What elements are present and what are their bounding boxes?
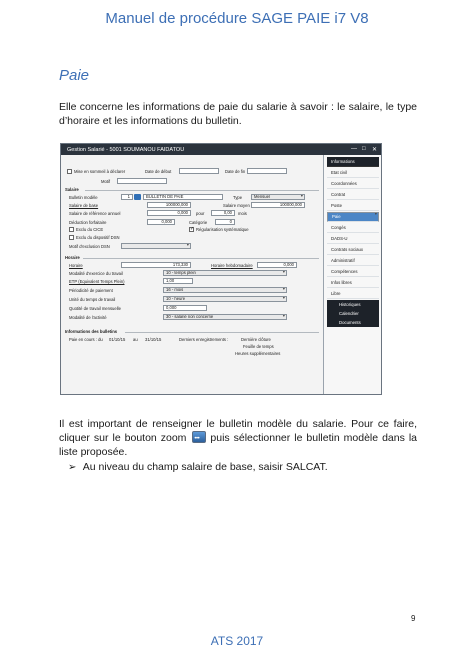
paie-from-date: 01/10/15 (109, 337, 126, 342)
bullet-item (68, 461, 328, 473)
deduction-field[interactable]: 0,000 (147, 219, 175, 225)
modalite-activite-select[interactable]: 30 - salarié non concerné ▾ (163, 314, 287, 320)
sidebar-item-dads-u[interactable]: DADS-U (327, 234, 379, 244)
horaire-field[interactable]: 173,330 (121, 262, 191, 268)
sidebar-item-informations[interactable]: Informations (327, 157, 379, 167)
horaire-hebdo-label: Horaire hebdomadaire (211, 263, 253, 268)
date-fin-label: Date de fin (225, 169, 246, 174)
quotite-label: Quotité de travail mensuelle (69, 306, 121, 311)
paie-to-date: 31/10/15 (145, 337, 162, 342)
modalite-activite-label: Modalité de l'activité (69, 315, 107, 320)
instruction-text-2: puis sélectionner le bulletin modèle dans la liste proposée. (59, 432, 417, 458)
salaire-heading: Salaire (65, 187, 79, 192)
instruction-text-1: Il est important de renseigner le bulletin modèle du salarie. Pour ce faire, cliquer sur le bouton zoom (59, 418, 417, 444)
bulletin-modele-label: Bulletin modèle (69, 195, 98, 200)
sidebar-item-paie[interactable]: Paie ▾ (327, 212, 379, 222)
etp-field[interactable]: 1,00 (163, 278, 193, 284)
bulletin-modele-code[interactable]: 1 (121, 194, 133, 200)
zoom-button-icon (192, 431, 206, 443)
heures-supp-label: Heures supplémentaires (235, 351, 281, 356)
feuille-temps-label: Feuille de temps (243, 344, 274, 349)
window-title: Gestion Salarié - 5001 SOUMANOU FAIDATOU (67, 147, 185, 153)
quotite-field[interactable]: 0,000 (163, 305, 207, 311)
sidebar-item-libre[interactable]: Libre (327, 289, 379, 299)
mise-en-sommeil-label: Mise en sommeil à déclarer (74, 169, 126, 174)
motif-exclusion-label: Motif d'exclusion DSN (69, 244, 110, 249)
salaire-base-field[interactable]: 100000,000 (147, 202, 191, 208)
document-header: Manuel de procédure SAGE PAIE i7 V8 (105, 10, 369, 27)
page-number: 9 (411, 614, 416, 623)
categorie-label: Catégorie (189, 220, 208, 225)
navigation-sidebar (323, 155, 381, 394)
date-fin-field[interactable] (247, 168, 287, 174)
infos-divider (125, 332, 319, 333)
sidebar-item-coordonn-es[interactable]: Coordonnées (327, 179, 379, 189)
salaire-moyen-field[interactable]: 100000,000 (251, 202, 305, 208)
mois-label: mois (238, 211, 247, 216)
gestion-salarie-window (60, 143, 382, 395)
pour-field[interactable]: 0,00 (211, 210, 235, 216)
motif-exclusion-select[interactable] (121, 243, 191, 249)
modalite-exercice-label: Modalité d'exercice du travail (69, 271, 123, 276)
horaire-label: Horaire (69, 263, 83, 268)
bulletin-modele-value[interactable]: BULLETIN DE PAIE (143, 194, 223, 200)
arrow-bullet-icon: ➢ (68, 462, 77, 473)
paie-en-cours-label: Paie en cours : du (69, 337, 103, 342)
regularisation-checkbox[interactable] (189, 227, 194, 232)
motif-label: Motif (101, 179, 111, 184)
sidebar-sub-historiques[interactable]: Historiques (327, 300, 379, 309)
horaire-heading: Horaire (65, 255, 80, 260)
section-title: Paie (59, 67, 90, 84)
exclu-dsn-label: Exclu du dispositif DSN (76, 235, 120, 240)
sidebar-item-etat-civil[interactable]: Etat civil (327, 168, 379, 178)
unite-select[interactable]: 10 - heure ▾ (163, 296, 287, 302)
sidebar-sub-calendrier[interactable]: Calendrier (327, 309, 379, 318)
etp-label: ETP (Equivalent Temps Plein) (69, 279, 125, 284)
deduction-label: Déduction forfaitaire (69, 220, 107, 225)
sidebar-item-cong-s[interactable]: Congés (327, 223, 379, 233)
derniers-label: Derniers enregistrements : (179, 337, 229, 342)
salaire-base-label: Salaire de base (69, 203, 99, 208)
sidebar-item-infos-libres[interactable]: Infos libres (327, 278, 379, 288)
exclu-cice-label: Exclu du CICE (76, 227, 104, 232)
close-icon[interactable]: ✕ (372, 147, 378, 153)
modalite-exercice-select[interactable]: 10 - temps plein ▾ (163, 270, 287, 276)
horaire-divider (83, 258, 319, 259)
sidebar-item-contrat[interactable]: Contrat (327, 190, 379, 200)
sidebar-item-contrats-sociaux[interactable]: Contrats sociaux (327, 245, 379, 255)
derniere-cloture-label: Dernière clôture (241, 337, 271, 342)
salaire-moyen-label: Salaire moyen (223, 203, 250, 208)
sidebar-item-administratif[interactable]: Administratif (327, 256, 379, 266)
type-label: Type (233, 195, 243, 200)
sidebar-item-poste[interactable]: Poste (327, 201, 379, 211)
instruction-paragraph (59, 417, 417, 459)
salaire-divider (85, 190, 319, 191)
categorie-field[interactable]: 0 (215, 219, 235, 225)
sidebar-item-comp-tences[interactable]: Compétences (327, 267, 379, 277)
mise-en-sommeil-checkbox[interactable] (67, 169, 72, 174)
window-titlebar (61, 144, 381, 155)
regularisation-label: Régularisation systématique (196, 227, 249, 232)
sidebar-sub-documents[interactable]: Documents (327, 318, 379, 327)
pour-label: pour (196, 211, 205, 216)
exclu-cice-checkbox[interactable] (69, 227, 74, 232)
date-debut-field[interactable] (179, 168, 219, 174)
unite-label: Unité du temps de travail (69, 297, 116, 302)
type-select[interactable]: Mensuel ▾ (251, 194, 305, 200)
horaire-hebdo-field[interactable]: 0,000 (257, 262, 297, 268)
salaire-ref-field[interactable]: 0,000 (147, 210, 191, 216)
bulletin-zoom-icon[interactable] (134, 194, 141, 200)
intro-paragraph: Elle concerne les informations de paie du salarie à savoir : le salaire, le type d’horaire et les informations du bulletin. (59, 101, 417, 127)
periodicite-select[interactable]: 16 - mois ▾ (163, 287, 287, 293)
paie-au-label: au (133, 337, 138, 342)
date-debut-label: Date de début (145, 169, 172, 174)
paie-form (61, 155, 323, 394)
footer: ATS 2017 (210, 634, 264, 648)
motif-field[interactable] (117, 178, 167, 184)
salaire-ref-label: Salaire de référence annuel (69, 211, 121, 216)
infos-bulletins-heading: Informations des bulletins (65, 329, 118, 334)
minimize-icon[interactable]: — (351, 146, 357, 152)
periodicite-label: Périodicité de paiement (69, 288, 113, 293)
maximize-icon[interactable]: □ (362, 146, 366, 152)
exclu-dsn-checkbox[interactable] (69, 235, 74, 240)
bullet-text: Au niveau du champ salaire de base, saisir SALCAT. (82, 461, 328, 473)
